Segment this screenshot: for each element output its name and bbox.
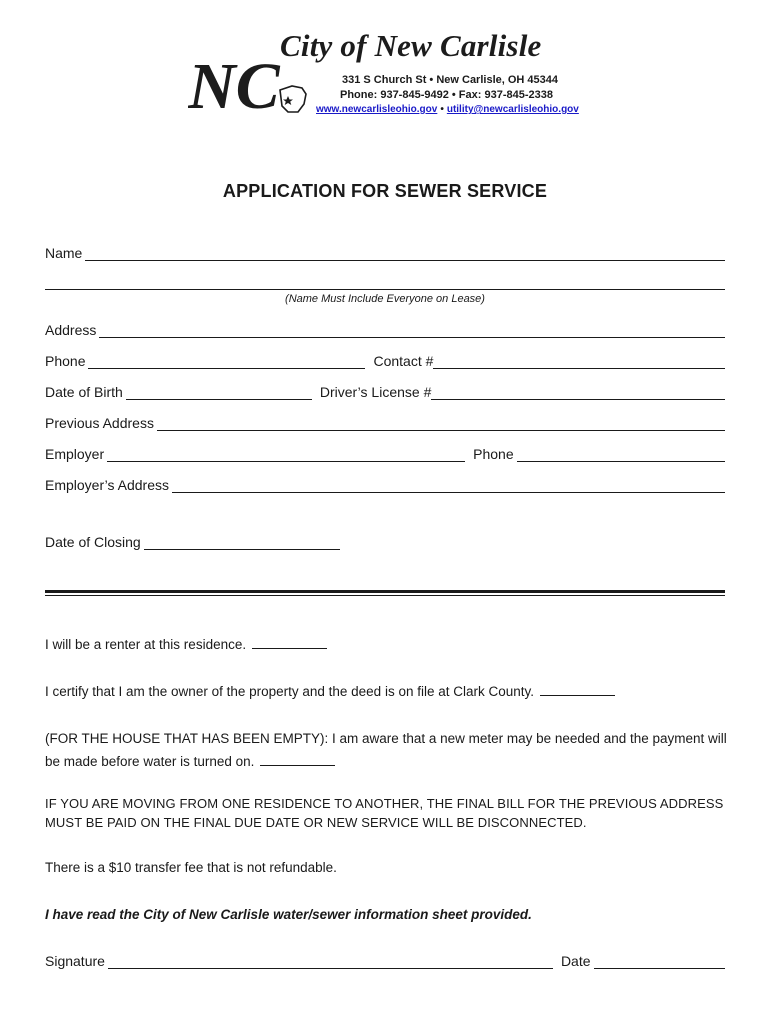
drivers-license-field[interactable]: [431, 386, 725, 400]
previous-address-row: [45, 413, 725, 431]
star-icon: [283, 96, 293, 105]
empty-house-text-2: be made before water is turned on.: [45, 754, 255, 769]
name-continuation-field[interactable]: [45, 289, 725, 290]
phone-label: Phone: [45, 353, 86, 369]
ohio-outline-icon: [280, 86, 306, 112]
signature-date-field[interactable]: [594, 955, 725, 969]
name-label: Name: [45, 245, 83, 261]
signature-label: Signature: [45, 953, 105, 969]
form-title: APPLICATION FOR SEWER SERVICE: [222, 181, 548, 201]
previous-address-field[interactable]: [157, 417, 725, 431]
website-link[interactable]: www.newcarlisleohio.gov: [316, 104, 438, 115]
name-note: (Name Must Include Everyone on Lease): [285, 293, 485, 305]
org-links: [316, 104, 579, 115]
email-link[interactable]: utility@newcarlisleohio.gov: [446, 104, 579, 115]
previous-address-label: Previous Address: [45, 415, 154, 431]
acknowledgement: I have read the City of New Carlisle water/sewer information sheet provided.: [45, 907, 532, 922]
org-address: 331 S Church St • New Carlisle, OH 45344: [342, 74, 558, 86]
owner-text: I certify that I am the owner of the property and the deed is on file at Clark County.: [45, 684, 535, 699]
moving-notice: [45, 794, 730, 832]
owner-statement: [45, 680, 730, 703]
renter-text: I will be a renter at this residence.: [45, 637, 247, 652]
address-field[interactable]: [99, 324, 725, 338]
phone-field[interactable]: [88, 355, 365, 369]
org-phone-fax: Phone: 937-845-9492 • Fax: 937-845-2338: [340, 89, 553, 101]
employer-phone-field[interactable]: [517, 448, 725, 462]
address-row: [45, 320, 725, 338]
empty-house-statement: [45, 727, 730, 773]
transfer-fee-notice: There is a $10 transfer fee that is not refundable.: [45, 860, 337, 875]
signature-date-label: Date: [560, 953, 591, 969]
logo-monogram: NC: [188, 50, 280, 122]
moving-notice-text-1: IF YOU ARE MOVING FROM ONE RESIDENCE TO ANOTHER, THE FINAL BILL FOR THE PREVIOUS ADDRESS: [45, 796, 724, 811]
employer-row: [45, 444, 725, 462]
moving-notice-text-2: MUST BE PAID ON THE FINAL DUE DATE OR NEW SERVICE WILL BE DISCONNECTED.: [45, 815, 587, 830]
drivers-license-label: Driver’s License #: [319, 384, 432, 400]
dob-label: Date of Birth: [45, 384, 123, 400]
address-label: Address: [45, 322, 97, 338]
contact-label: Contact #: [373, 353, 434, 369]
employer-phone-label: Phone: [473, 446, 514, 462]
employer-field[interactable]: [107, 448, 465, 462]
name-row: [45, 243, 725, 261]
employer-address-label: Employer’s Address: [45, 477, 169, 493]
employer-label: Employer: [45, 446, 105, 462]
contact-field[interactable]: [433, 355, 725, 369]
renter-statement: [45, 633, 730, 656]
date-of-closing-field[interactable]: [144, 536, 340, 550]
employer-address-field[interactable]: [172, 479, 725, 493]
link-separator: •: [440, 104, 444, 115]
dob-field[interactable]: [126, 386, 312, 400]
closing-date-row: [45, 532, 345, 550]
renter-initial-field[interactable]: [252, 636, 327, 649]
dob-license-row: [45, 382, 725, 400]
section-divider-thin: [45, 595, 725, 596]
phone-contact-row: [45, 351, 725, 369]
org-name: City of New Carlisle: [280, 28, 542, 63]
date-of-closing-label: Date of Closing: [45, 534, 141, 550]
name-field[interactable]: [85, 247, 725, 261]
section-divider: [45, 590, 725, 593]
signature-field[interactable]: [108, 955, 553, 969]
owner-initial-field[interactable]: [540, 683, 615, 696]
empty-house-text-1: (FOR THE HOUSE THAT HAS BEEN EMPTY): I am aware that a new meter may be needed and the payment will: [45, 731, 727, 746]
empty-house-initial-field[interactable]: [260, 753, 335, 766]
signature-row: [45, 951, 725, 969]
employer-address-row: [45, 475, 725, 493]
